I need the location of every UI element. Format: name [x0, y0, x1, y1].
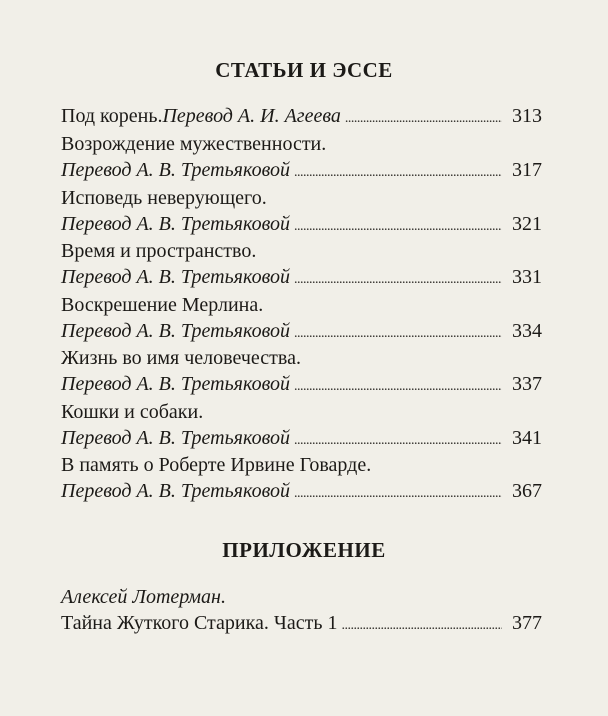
toc-entry-translator-line [61, 158, 542, 182]
entry-title: Время и пространство. [61, 240, 257, 262]
dot-leader [294, 215, 502, 239]
toc-entry-translator-line [61, 265, 542, 289]
section-heading-articles: СТАТЬИ И ЭССЕ [215, 58, 393, 82]
toc-entry-title-line [61, 346, 542, 370]
dot-leader [294, 161, 502, 185]
dot-leader [294, 268, 502, 292]
page-number: 331 [512, 266, 542, 288]
entry-translator: Перевод А. В. Третьяковой [61, 213, 290, 235]
page-number: 317 [512, 159, 542, 181]
toc-entry-title-line [61, 453, 542, 477]
entry-translator: Перевод А. В. Третьяковой [61, 427, 290, 449]
page-number: 334 [512, 320, 542, 342]
dot-leader [294, 429, 502, 453]
page-number: 341 [512, 427, 542, 449]
toc-entry-translator-line [61, 319, 542, 343]
toc-entry-translator-line [61, 479, 542, 503]
page-number: 377 [512, 612, 542, 634]
entry-translator: Перевод А. В. Третьяковой [61, 373, 290, 395]
entry-translator: Перевод А. В. Третьяковой [61, 320, 290, 342]
page-number: 367 [512, 480, 542, 502]
entry-author: Алексей Лотерман. [61, 586, 226, 608]
entry-title: Под корень. [61, 105, 163, 127]
entry-title: Тайна Жуткого Старика. Часть 1 [61, 612, 338, 634]
dot-leader [342, 614, 502, 638]
dot-leader [294, 375, 502, 399]
toc-entry [61, 104, 542, 128]
page-number: 321 [512, 213, 542, 235]
dot-leader [345, 107, 502, 131]
toc-entry-title-line [61, 293, 542, 317]
entry-title: Исповедь неверующего. [61, 187, 267, 209]
entry-translator: Перевод А. И. Агеева [162, 105, 341, 127]
toc-entry-author-line [61, 585, 542, 609]
toc-entry-translator-line [61, 212, 542, 236]
section-heading-appendix: ПРИЛОЖЕНИЕ [222, 538, 386, 562]
toc-entry-translator-line [61, 372, 542, 396]
toc-entry [61, 611, 542, 635]
page-number: 313 [512, 105, 542, 127]
page-number: 337 [512, 373, 542, 395]
toc-entry-translator-line [61, 426, 542, 450]
toc-entry-title-line [61, 400, 542, 424]
entry-title: Воскрешение Мерлина. [61, 294, 264, 316]
entry-translator: Перевод А. В. Третьяковой [61, 159, 290, 181]
toc-entry-title-line [61, 186, 542, 210]
dot-leader [294, 322, 502, 346]
entry-title: Жизнь во имя человечества. [61, 347, 301, 369]
entry-title: Кошки и собаки. [61, 401, 204, 423]
entry-translator: Перевод А. В. Третьяковой [61, 266, 290, 288]
dot-leader [294, 482, 502, 506]
entry-translator: Перевод А. В. Третьяковой [61, 480, 290, 502]
toc-entry-title-line [61, 132, 542, 156]
entry-title: В память о Роберте Ирвине Говарде. [61, 454, 372, 476]
toc-entry-title-line [61, 239, 542, 263]
entry-title: Возрождение мужественности. [61, 133, 327, 155]
